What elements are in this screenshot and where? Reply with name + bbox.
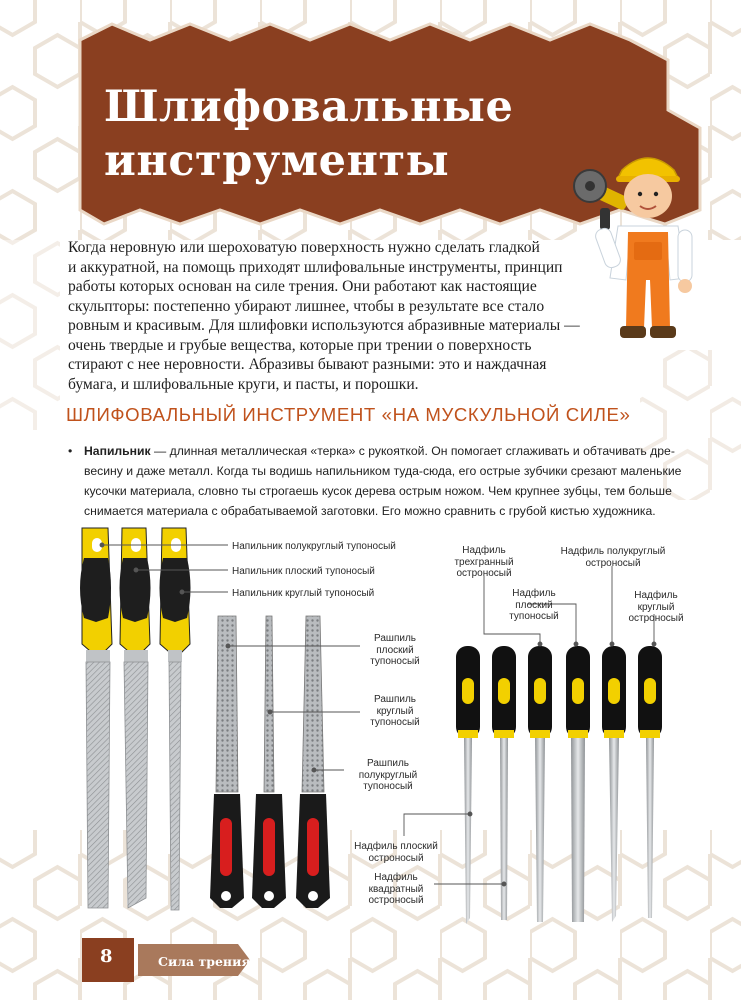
label-line: трехгранный (454, 556, 514, 568)
label-line: плоский (376, 644, 414, 656)
label-file-flat: Напильник плоский тупоносый (232, 566, 375, 577)
intro-line: очень твердые и грубые вещества, которые при трении о поверхность (68, 336, 532, 354)
label-line: полукруглый (358, 769, 418, 781)
bullet-line: весину и даже металл. Когда ты водишь напильником туда-сюда, его острые зубчики срезают маленькие (84, 464, 682, 478)
intro-line: ровным и красивым. Для шлифовки используются абразивные материалы — (68, 317, 580, 334)
label-needle-flat-blunt (496, 588, 572, 623)
label-line: остроносый (368, 895, 424, 906)
needle-files (456, 646, 662, 924)
label-line: Рашпиль (374, 694, 416, 705)
label-line: Надфиль полукруглый (560, 546, 666, 557)
intro-line: бумага, и шлифовальные круги, и пасты, и порошки. (68, 375, 419, 393)
bullet-line: снимается материала с обрабатываемой заготовки. Его можно сравнить с грубой кистью художника. (84, 504, 656, 518)
label-needle-square (356, 872, 436, 907)
intro-line: и аккуратной, на помощь приходят шлифовальные инструменты, принцип (68, 258, 563, 276)
label-line: квадратный (368, 883, 424, 895)
bullet-mark: • (68, 444, 73, 458)
file-half-round (80, 528, 112, 908)
bullet-term: Напильник (84, 444, 151, 458)
label-line: Надфиль (374, 872, 418, 883)
title-line-2: инструменты (104, 136, 450, 186)
label-needle-triangle (446, 545, 522, 580)
label-line: Рашпиль (367, 758, 409, 769)
bullet-line (84, 441, 694, 461)
label-line: круглый (637, 601, 675, 613)
needle-file (492, 646, 516, 920)
label-line: Надфиль плоский (354, 841, 438, 852)
bullet-line: кусочки материала, словно ты строгаешь кусок дерева острым ножом. Чем крупнее зубцы, тем больше (84, 484, 672, 498)
label-needle-half-round (550, 546, 676, 569)
needle-file (602, 646, 626, 922)
label-line: Рашпиль (374, 633, 416, 644)
label-file-half-round: Напильник полукруглый тупоносый (232, 541, 396, 552)
label-line: остроносый (585, 557, 641, 569)
label-line: остроносый (456, 568, 512, 579)
label-line: тупоносый (363, 781, 413, 792)
section-heading: ШЛИФОВАЛЬНЫЙ ИНСТРУМЕНТ «НА МУСКУЛЬНОЙ СИЛЕ» (66, 404, 631, 425)
title-line-1: Шлифовальные (104, 82, 514, 132)
intro-line: работы которых основан на силе трения. Они работают как настоящие (68, 278, 537, 295)
label-line: остроносый (368, 852, 424, 864)
label-file-round: Напильник круглый тупоносый (232, 588, 375, 599)
page-number: 8 (100, 946, 113, 967)
needle-file (566, 646, 590, 922)
intro-line: скульпторы: постепенно убирают лишнее, чтобы в результате все стало (68, 297, 545, 315)
rasp-flat (210, 616, 244, 908)
label-line: Надфиль (512, 588, 556, 599)
needle-file (528, 646, 552, 922)
intro-line: стирают с нее неровности. Абразивы бывают разными: это и наждачная (68, 356, 547, 373)
label-line: тупоносый (370, 717, 420, 728)
intro-line: Когда неровную или шероховатую поверхность нужно сделать гладкой (68, 239, 540, 256)
needle-file (638, 646, 662, 918)
label-rasp-half-round (346, 758, 430, 793)
label-line: круглый (376, 705, 414, 717)
intro-paragraph (68, 238, 608, 394)
file-flat (120, 528, 151, 908)
label-line: плоский (515, 599, 553, 611)
label-needle-round (620, 590, 692, 625)
label-line: Надфиль (462, 545, 506, 556)
needle-file (456, 646, 480, 924)
label-rasp-round (358, 694, 432, 729)
page-title (104, 80, 513, 188)
label-line: остроносый (628, 613, 684, 624)
label-needle-flat-sharp (346, 841, 446, 864)
rasp-half-round (296, 616, 330, 908)
footer-title: Сила трения (158, 954, 251, 969)
file-round (160, 528, 191, 910)
bullet-line-rest: — длинная металлическая «терка» с рукояткой. Он помогает сглаживать и обтачивать дре- (150, 444, 675, 458)
label-line: тупоносый (509, 611, 559, 622)
rasp-round (252, 616, 286, 908)
label-rasp-flat (358, 633, 432, 668)
bullet-item-file (68, 441, 694, 521)
label-line: тупоносый (370, 656, 420, 667)
label-line: Надфиль (634, 590, 678, 601)
